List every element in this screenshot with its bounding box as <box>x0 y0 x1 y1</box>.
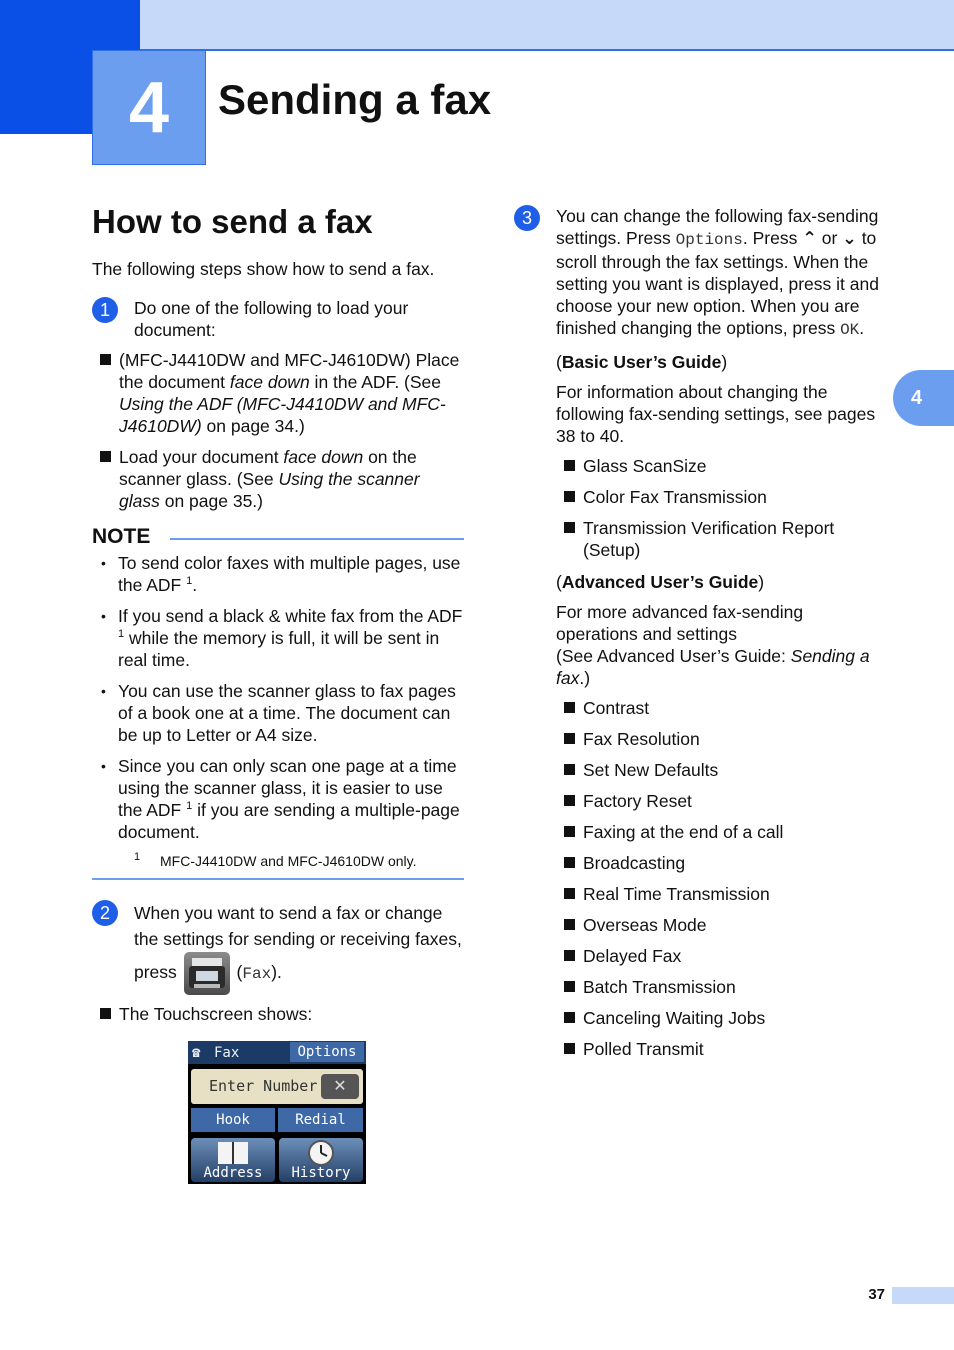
section-intro: The following steps show how to send a fax. <box>92 259 435 279</box>
touchscreen-address-button[interactable]: Address <box>191 1138 275 1182</box>
link-sending-a-fax[interactable]: Sending a fax <box>556 646 870 688</box>
step-number-badge: 2 <box>92 900 118 926</box>
advanced-guide-desc: For more advanced fax-sending operations and settings (See Advanced User’s Guide: Sending a fax.) <box>556 602 870 688</box>
section-title: How to send a fax <box>92 203 373 240</box>
list-item: Set New Defaults <box>556 759 886 781</box>
advanced-guide-heading: (Advanced User’s Guide) <box>556 572 765 592</box>
step-number-badge: 1 <box>92 297 118 323</box>
link-using-scanner-glass[interactable]: Using the scanner glass <box>119 469 420 511</box>
step-2-text: When you want to send a fax or change the settings for sending or receiving faxes, press (Fax). <box>134 900 464 995</box>
clock-icon <box>306 1139 336 1167</box>
fax-mode-icon: ☎ <box>192 1045 201 1061</box>
touchscreen-hook-button[interactable]: Hook <box>191 1108 275 1132</box>
step-1-options <box>92 349 464 512</box>
step-3-text: You can change the following fax-sending settings. Press Options. Press ⌃ or ⌄ to scroll through the fax settings. When the setting you want is displayed, press it and choose your new option. When you are finished changing the options, press OK. <box>556 206 879 339</box>
note-item: • To send color faxes with multiple pages, use the ADF $^1$. <box>92 552 464 596</box>
list-item: Overseas Mode <box>556 914 886 936</box>
fax-icon[interactable] <box>184 952 230 995</box>
note-item: • If you send a black & white fax from the ADF $^1$ while the memory is full, it will be sent in real time. <box>92 605 464 671</box>
touchscreen-number-entry[interactable]: Enter Number <box>191 1069 363 1104</box>
list-item: Glass ScanSize <box>556 455 886 477</box>
chapter-title: Sending a fax <box>218 76 492 123</box>
touchscreen-illustration <box>188 1041 366 1184</box>
note-divider <box>170 538 464 540</box>
page-number: 37 <box>868 1286 885 1303</box>
note-list <box>92 552 464 843</box>
step-1-text: Do one of the following to load your document: <box>134 298 409 340</box>
note-label: NOTE <box>92 525 151 548</box>
note-header <box>92 526 464 548</box>
basic-settings-list <box>556 455 886 561</box>
note-item: • You can use the scanner glass to fax pages of a book one at a time. The document can be up to Letter or A4 size. <box>92 680 464 746</box>
fax-key: Fax <box>242 965 272 984</box>
step-2-options <box>92 1003 464 1025</box>
list-item: Transmission Verification Report (Setup) <box>556 517 886 561</box>
list-item: Batch Transmission <box>556 976 886 998</box>
address-book-icon <box>215 1140 251 1166</box>
note-end-divider <box>92 878 464 880</box>
basic-guide-heading: (Basic User’s Guide) <box>556 352 728 372</box>
touchscreen-title: Fax <box>214 1045 240 1061</box>
header-band <box>140 0 954 51</box>
up-arrow-icon: ⌃ <box>802 228 817 248</box>
note-item: • Since you can only scan one page at a time using the scanner glass, it is easier to use the ADF $^1$ if you are sending a multiple-page document. <box>92 755 464 843</box>
list-item: Canceling Waiting Jobs <box>556 1007 886 1029</box>
list-item: Real Time Transmission <box>556 883 886 905</box>
chapter-number: 4 <box>92 50 206 165</box>
chapter-side-tab[interactable]: 4 <box>893 370 954 426</box>
list-item: Fax Resolution <box>556 728 886 750</box>
step-number-badge: 3 <box>514 205 540 231</box>
advanced-settings-list <box>556 697 886 1060</box>
list-item: Factory Reset <box>556 790 886 812</box>
touchscreen-history-button[interactable]: History <box>279 1138 363 1182</box>
options-key: Options <box>675 231 743 249</box>
down-arrow-icon: ⌄ <box>842 228 857 248</box>
step-2 <box>92 900 464 995</box>
list-item: The Touchscreen shows: <box>92 1003 464 1025</box>
ok-key: OK <box>840 321 860 339</box>
list-item: Delayed Fax <box>556 945 886 967</box>
list-item: Broadcasting <box>556 852 886 874</box>
step-1 <box>92 297 464 341</box>
step-3 <box>514 205 886 1060</box>
list-item: (MFC-J4410DW and MFC-J4610DW) Place the document face down in the ADF. (See Using the ADF (MFC-J4410DW and MFC-J4610DW) on page 34.) <box>92 349 464 437</box>
list-item: Faxing at the end of a call <box>556 821 886 843</box>
list-item: Color Fax Transmission <box>556 486 886 508</box>
touchscreen-redial-button[interactable]: Redial <box>278 1108 363 1132</box>
list-item: Contrast <box>556 697 886 719</box>
footer-bar <box>892 1287 954 1304</box>
right-column <box>514 205 886 1069</box>
list-item: Polled Transmit <box>556 1038 886 1060</box>
left-column <box>92 200 464 1184</box>
basic-guide-desc: For information about changing the following fax-sending settings, see pages 38 to 40. <box>556 382 876 446</box>
link-using-adf[interactable]: Using the ADF (MFC-J4410DW and MFC-J4610DW) <box>119 394 446 436</box>
backspace-icon[interactable]: ✕ <box>321 1074 359 1099</box>
footnote: 1 MFC-J4410DW and MFC-J4610DW only. <box>134 851 417 869</box>
touchscreen-options-button[interactable]: Options <box>290 1042 364 1062</box>
list-item: Load your document face down on the scanner glass. (See Using the scanner glass on page 35.) <box>92 446 464 512</box>
